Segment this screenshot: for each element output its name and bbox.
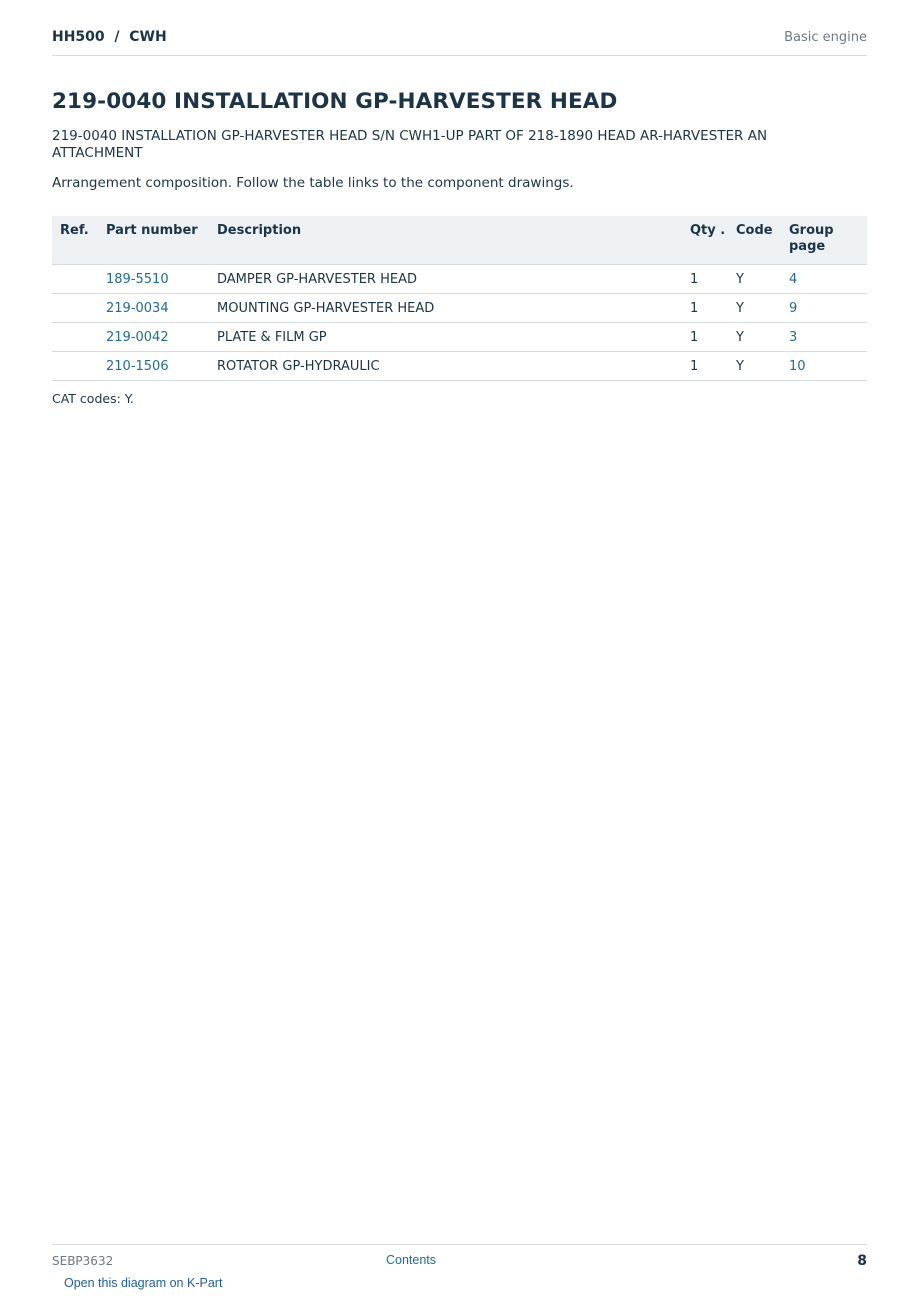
- group-page-link[interactable]: 10: [781, 352, 867, 381]
- part-number-link[interactable]: 189-5510: [98, 265, 209, 294]
- table-row: [52, 294, 867, 323]
- parts-table: [52, 216, 867, 381]
- group-page-link[interactable]: 3: [781, 323, 867, 352]
- cell-description: PLATE & FILM GP: [209, 323, 682, 352]
- page-footer: [52, 1244, 867, 1275]
- col-header-part-number: Part number: [98, 216, 209, 265]
- open-in-kpart-link[interactable]: Open this diagram on K-Part: [64, 1276, 223, 1290]
- col-header-description: Description: [209, 216, 682, 265]
- table-row: [52, 352, 867, 381]
- cell-description: ROTATOR GP-HYDRAULIC: [209, 352, 682, 381]
- cell-code: Y: [728, 294, 781, 323]
- cell-qty: 1: [682, 352, 728, 381]
- col-header-code: Code: [728, 216, 781, 265]
- cell-ref: [52, 352, 98, 381]
- table-header-row: [52, 216, 867, 265]
- col-header-qty: Qty .: [682, 216, 728, 265]
- group-page-link[interactable]: 4: [781, 265, 867, 294]
- part-number-link[interactable]: 210-1506: [98, 352, 209, 381]
- intro-text: Arrangement composition. Follow the table links to the component drawings.: [52, 175, 574, 191]
- page-number: 8: [857, 1253, 867, 1269]
- cell-qty: 1: [682, 294, 728, 323]
- cell-code: Y: [728, 352, 781, 381]
- cell-ref: [52, 323, 98, 352]
- model-label: HH500 / CWH: [52, 29, 167, 45]
- cell-qty: 1: [682, 323, 728, 352]
- page-header: [52, 28, 867, 56]
- cell-code: Y: [728, 265, 781, 294]
- part-number-link[interactable]: 219-0034: [98, 294, 209, 323]
- cell-code: Y: [728, 323, 781, 352]
- section-label: Basic engine: [784, 30, 867, 45]
- page-title: 219-0040 INSTALLATION GP-HARVESTER HEAD: [52, 89, 618, 114]
- table-row: [52, 265, 867, 294]
- part-number-link[interactable]: 219-0042: [98, 323, 209, 352]
- cell-description: DAMPER GP-HARVESTER HEAD: [209, 265, 682, 294]
- document-id: SEBP3632: [52, 1254, 114, 1268]
- page-subtitle: 219-0040 INSTALLATION GP-HARVESTER HEAD S/N CWH1-UP PART OF 218-1890 HEAD AR-HARVESTER AN ATTACHMENT: [52, 128, 768, 161]
- cell-ref: [52, 294, 98, 323]
- group-page-link[interactable]: 9: [781, 294, 867, 323]
- col-header-ref: Ref.: [52, 216, 98, 265]
- cell-qty: 1: [682, 265, 728, 294]
- table-row: [52, 323, 867, 352]
- col-header-group-page: Group page: [781, 216, 867, 265]
- cell-ref: [52, 265, 98, 294]
- cat-codes-note: CAT codes: Y.: [52, 391, 134, 406]
- contents-link[interactable]: Contents: [386, 1253, 437, 1267]
- cell-description: MOUNTING GP-HARVESTER HEAD: [209, 294, 682, 323]
